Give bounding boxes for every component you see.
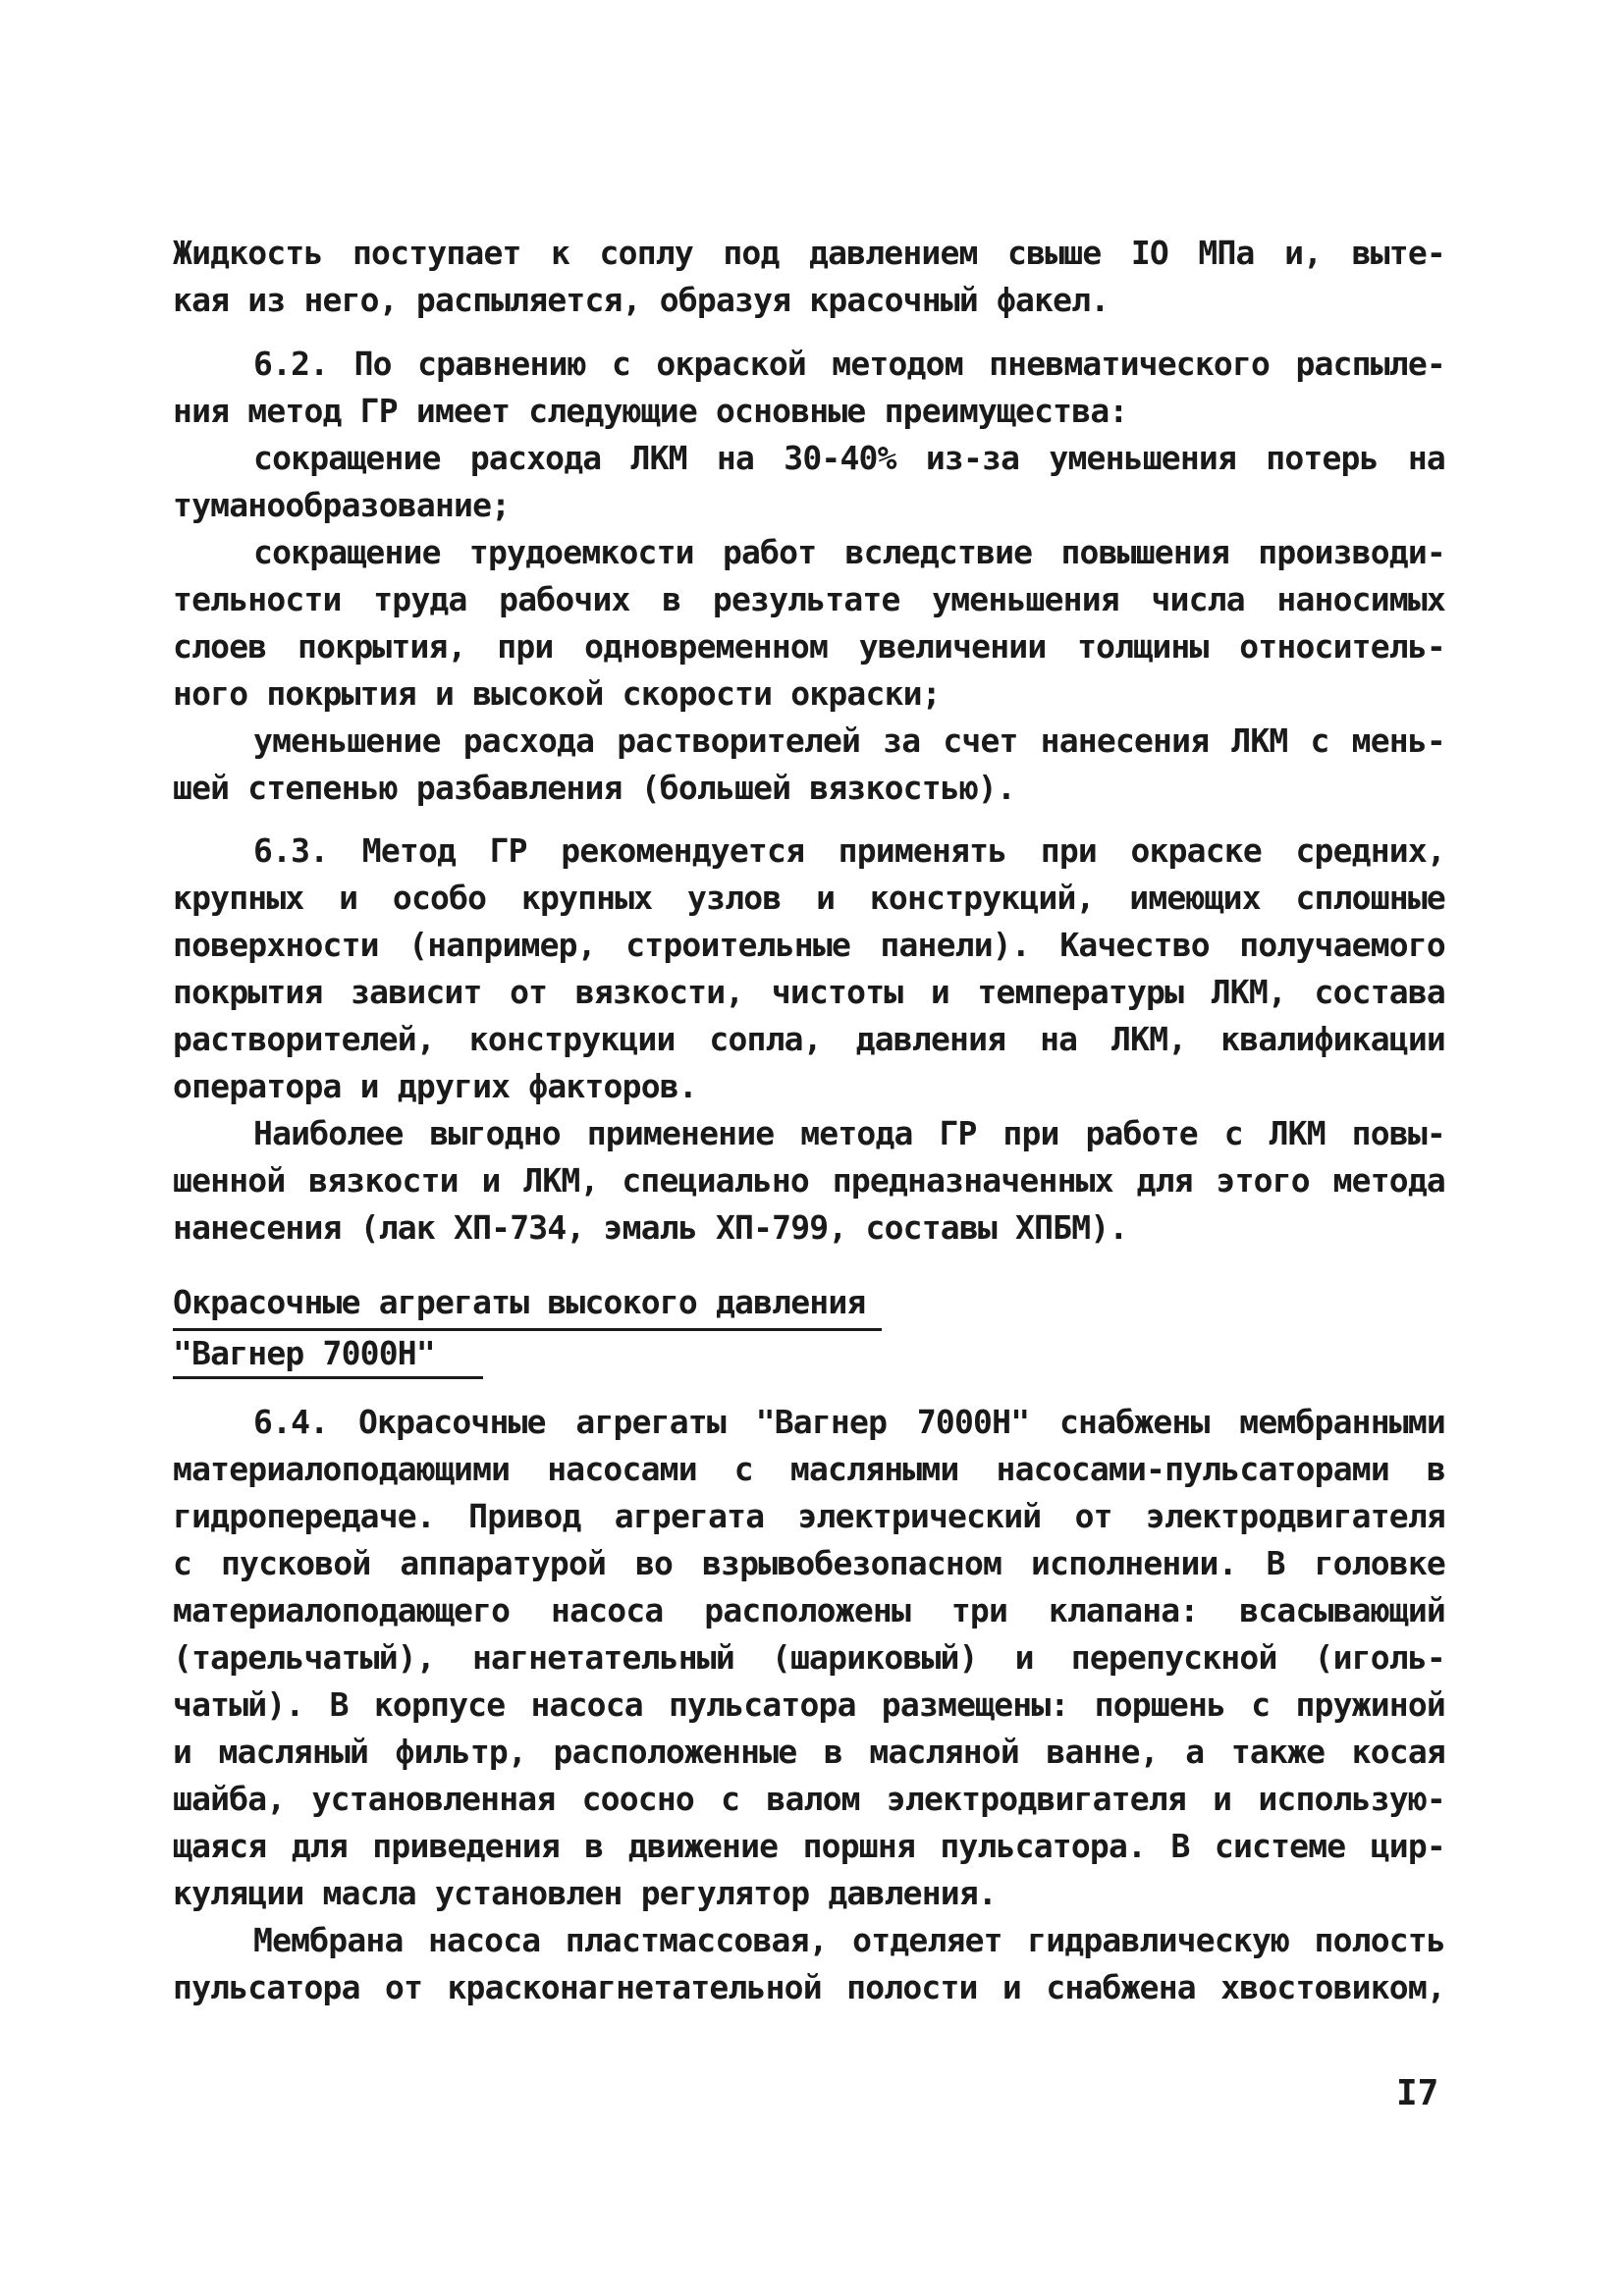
text-line: материалоподающими насосами с масляными насосами-пульсаторами в [173,1450,1445,1488]
text-line: 6.4. Окрасочные агрегаты "Вагнер 7000Н" снабжены мембранными [253,1403,1445,1441]
text-line: Мембрана насоса пластмассовая, отделяет гидравлическую полость [253,1921,1445,1959]
text-line: с пусковой аппаратурой во взрывобезопасном исполнении. В головке [173,1544,1445,1582]
section-heading: Окрасочные агрегаты высокого давления [173,1283,866,1321]
text-line: шей степенью разбавления (большей вязкостью). [173,769,1016,807]
text-line: куляции масла установлен регулятор давления. [173,1874,997,1912]
page-number: I7 [1396,2073,1439,2113]
text-line: 6.2. По сравнению с окраской методом пневматического распыле- [253,345,1445,383]
text-line: и масляный фильтр, расположенные в масляной ванне, а также косая [173,1733,1445,1771]
text-line: пульсатора от красконагнетательной полости и снабжена хвостовиком, [173,1968,1445,2006]
section-heading-model: "Вагнер 7000Н" [173,1334,435,1372]
text-line: 6.3. Метод ГР рекомендуется применять при окраске средних, [253,831,1445,870]
text-line: сокращение трудоемкости работ вследствие повышения производи- [253,533,1445,571]
text-line: гидропередаче. Привод агрегата электрический от электродвигателя [173,1497,1445,1535]
text-line: слоев покрытия, при одновременном увеличении толщины относитель- [173,627,1445,666]
text-line: (тарельчатый), нагнетательный (шариковый) и перепускной (иголь- [173,1638,1445,1677]
text-line: Наиболее выгодно применение метода ГР при работе с ЛКМ повы- [253,1114,1445,1152]
text-line: туманообразование; [173,486,511,524]
text-line: ния метод ГР имеет следующие основные преимущества: [173,392,1128,430]
text-line: материалоподающего насоса расположены три клапана: всасывающий [173,1591,1445,1629]
text-line: кая из него, распыляется, образуя красочный факел. [173,281,1110,319]
text-line: поверхности (например, строительные панели). Качество получаемого [173,926,1445,964]
text-line: шенной вязкости и ЛКМ, специально предназначенных для этого метода [173,1161,1445,1200]
text-line: чатый). В корпусе насоса пульсатора размещены: поршень с пружиной [173,1685,1445,1724]
heading-underline [173,1376,483,1379]
text-line: тельности труда рабочих в результате уменьшения числа наносимых [173,580,1445,618]
text-line: сокращение расхода ЛКМ на 30-40% из-за уменьшения потерь на [253,439,1445,477]
text-line: покрытия зависит от вязкости, чистоты и температуры ЛКМ, состава [173,973,1445,1011]
text-line: нанесения (лак ХП-734, эмаль ХП-799, составы ХПБМ). [173,1208,1128,1247]
text-line: Жидкость поступает к соплу под давлением свыше IO МПа и, выте- [173,234,1445,272]
text-line: уменьшение расхода растворителей за счет нанесения ЛКМ с мень- [253,721,1445,760]
text-line: щаяся для приведения в движение поршня пульсатора. В системе цир- [173,1827,1445,1865]
text-line: оператора и других факторов. [173,1067,697,1105]
text-line: растворителей, конструкции сопла, давления на ЛКМ, квалификации [173,1020,1445,1058]
text-line: крупных и особо крупных узлов и конструкций, имеющих сплошные [173,879,1445,917]
text-line: ного покрытия и высокой скорости окраски; [173,674,941,713]
text-line: шайба, установленная соосно с валом электродвигателя и использую- [173,1780,1445,1818]
